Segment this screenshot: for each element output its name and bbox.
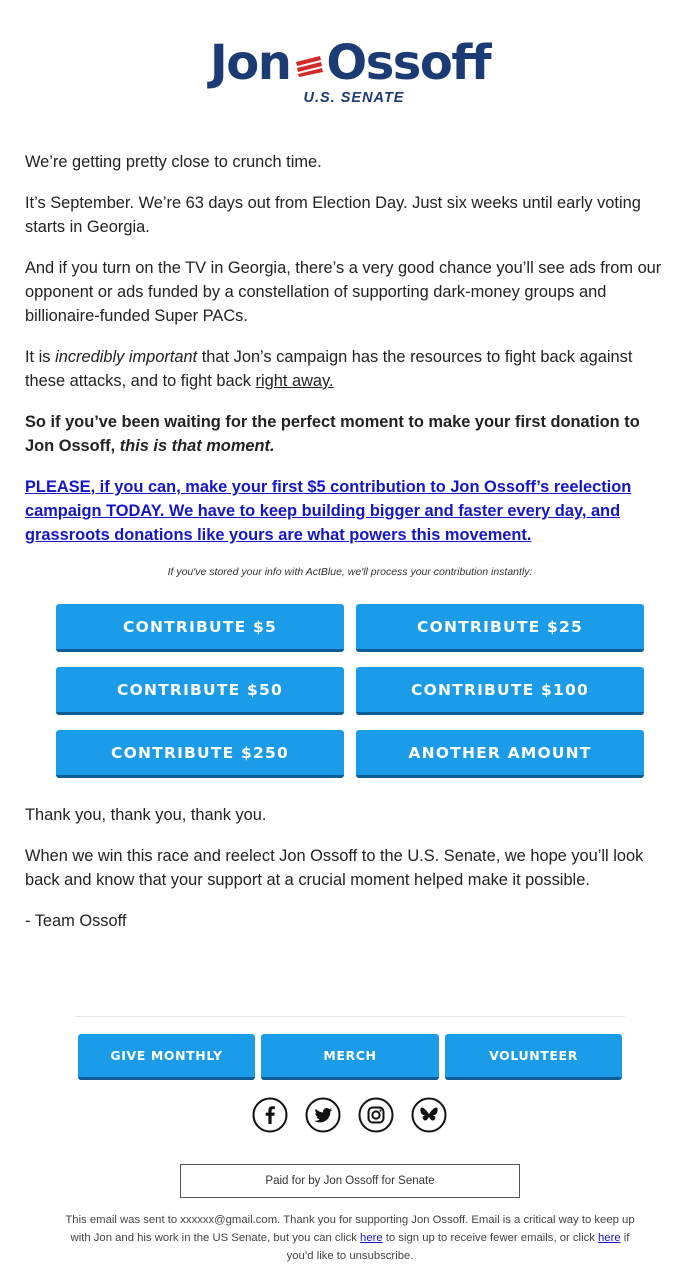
resources-text-mid: that Jon’s campaign has the resources to fight back against these attacks, and to fight back: [25, 348, 633, 390]
ossoff-logo: [0, 35, 700, 106]
paragraph-win-race: When we win this race and reelect Jon Ossoff to the U.S. Senate, we hope you’ll look back and know that your support at a crucial moment helped make it possible.: [25, 847, 644, 889]
email-body: [25, 150, 670, 564]
twitter-icon[interactable]: [305, 1097, 341, 1133]
resources-underline: right away.: [255, 372, 334, 390]
unsubscribe-link[interactable]: here: [598, 1232, 621, 1244]
paragraph-resources: [25, 345, 670, 393]
moment-bold-italic: this is that moment.: [119, 437, 275, 455]
logo-name-right: Ossoff: [326, 35, 491, 91]
paragraph-tv-ads: And if you turn on the TV in Georgia, there’s a very good chance you’ll see ads from our opponent or ads funded by a constellation of supporting dark-money groups and billionaire-funded Super PACs.: [25, 259, 662, 325]
paid-for-box: [180, 1164, 520, 1198]
cta-link[interactable]: PLEASE, if you can, make your first $5 contribution to Jon Ossoff’s reelection campaign TODAY. We have to keep building bigger and faster every day, and grassroots donations like yours are what powers this movement.: [25, 478, 632, 544]
merch-button[interactable]: MERCH: [261, 1034, 439, 1080]
resources-emphasis: incredibly important: [55, 348, 198, 366]
facebook-icon[interactable]: [252, 1097, 288, 1133]
paragraph-crunch-time: We’re getting pretty close to crunch time.: [25, 153, 322, 171]
actblue-note: If you've stored your info with ActBlue, we'll process your contribution instantly:: [167, 566, 533, 578]
footer-text-2: to sign up to receive fewer emails, or click: [382, 1232, 599, 1244]
logo-subtitle: U.S. SENATE: [303, 90, 405, 106]
closing-section: [25, 803, 675, 950]
footer-text-1: This email was sent to xxxxxx@gmail.com. Thank you for supporting Jon Ossoff. Email is a critical way to keep up with Jon and his work in the US Senate, but you can click: [65, 1214, 635, 1244]
logo-name-left: Jon: [209, 35, 291, 91]
signup-fewer-emails-link[interactable]: here: [360, 1232, 383, 1244]
contribute-100-button[interactable]: CONTRIBUTE $100: [356, 667, 644, 715]
another-amount-button[interactable]: ANOTHER AMOUNT: [356, 730, 644, 778]
flag-stripes-icon: [294, 53, 324, 77]
footer-divider: [75, 1016, 625, 1017]
paragraph-cta: [25, 475, 670, 547]
contribute-50-button[interactable]: CONTRIBUTE $50: [56, 667, 344, 715]
logo-wordmark: [209, 35, 491, 91]
paragraph-thank-you: Thank you, thank you, thank you.: [25, 806, 267, 824]
instagram-icon[interactable]: [358, 1097, 394, 1133]
volunteer-button[interactable]: VOLUNTEER: [445, 1034, 622, 1080]
paid-for-text: Paid for by Jon Ossoff for Senate: [265, 1175, 435, 1187]
contribute-25-button[interactable]: CONTRIBUTE $25: [356, 604, 644, 652]
give-monthly-button[interactable]: GIVE MONTHLY: [78, 1034, 255, 1080]
moment-bold-text: So if you’ve been waiting for the perfect moment to make your first donation to Jon Ossoff,: [25, 413, 640, 455]
paragraph-perfect-moment: [25, 410, 670, 458]
bluesky-icon[interactable]: [411, 1097, 447, 1133]
contribute-250-button[interactable]: CONTRIBUTE $250: [56, 730, 344, 778]
paragraph-september: It’s September. We’re 63 days out from Election Day. Just six weeks until early voting starts in Georgia.: [25, 194, 641, 236]
signoff: - Team Ossoff: [25, 912, 127, 930]
footer-text-3: if you’d like to unsubscribe.: [286, 1232, 630, 1262]
footer-text: [60, 1211, 640, 1265]
resources-text-pre: It is: [25, 348, 56, 366]
contribute-5-button[interactable]: CONTRIBUTE $5: [56, 604, 344, 652]
